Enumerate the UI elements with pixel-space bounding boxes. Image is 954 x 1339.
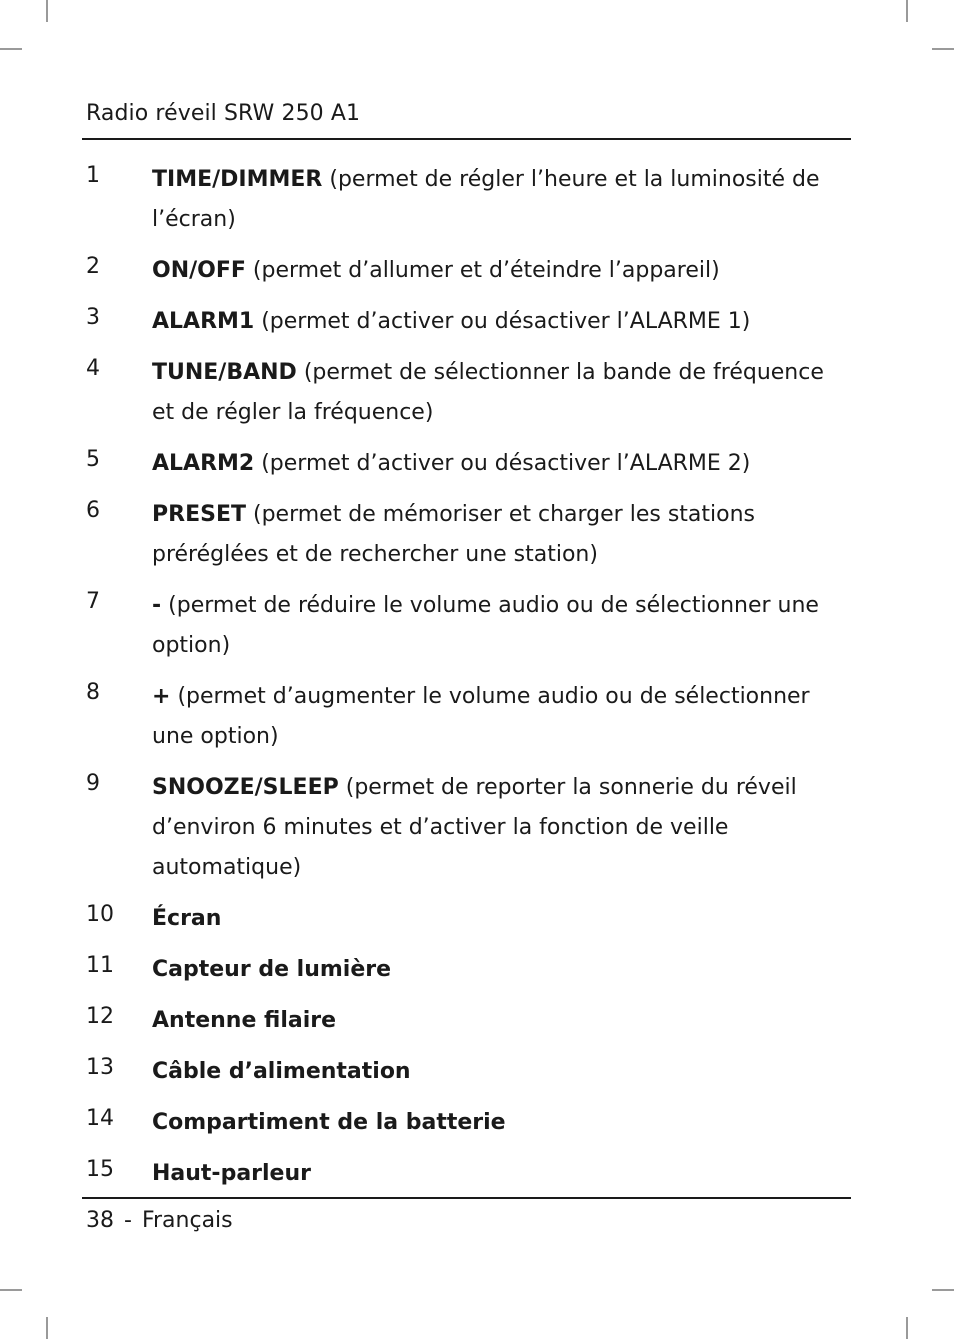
footer-language: Français <box>141 1208 233 1233</box>
crop-mark <box>46 1317 48 1339</box>
list-item <box>86 677 836 757</box>
item-term: Écran <box>152 906 222 931</box>
item-description: (permet d’activer ou désactiver l’ALARME 2) <box>261 451 751 476</box>
item-number: 9 <box>86 771 100 796</box>
item-term: + <box>152 684 171 709</box>
item-term: Câble d’alimentation <box>152 1059 411 1084</box>
item-description: (permet de réduire le volume audio ou de sélectionner une option) <box>152 593 819 658</box>
crop-mark <box>46 0 48 22</box>
crop-mark <box>0 48 22 50</box>
crop-mark <box>0 1289 22 1291</box>
item-term: Compartiment de la batterie <box>152 1110 506 1135</box>
crop-mark <box>906 0 908 22</box>
item-number: 12 <box>86 1004 114 1029</box>
item-term: ON/OFF <box>152 258 246 283</box>
list-item <box>86 495 836 575</box>
item-description: (permet d’activer ou désactiver l’ALARME 1) <box>261 309 751 334</box>
item-term: Haut-parleur <box>152 1161 311 1186</box>
crop-mark <box>906 1317 908 1339</box>
item-term: ALARM2 <box>152 451 255 476</box>
item-number: 15 <box>86 1157 114 1182</box>
header-rule <box>82 138 851 140</box>
item-description: (permet de sélectionner la bande de fréquence et de régler la fréquence) <box>152 360 824 425</box>
list-item <box>86 899 836 939</box>
crop-mark <box>932 48 954 50</box>
item-number: 11 <box>86 953 114 978</box>
item-term: - <box>152 593 162 618</box>
item-number: 8 <box>86 680 100 705</box>
item-term: Capteur de lumière <box>152 957 392 982</box>
item-term: TUNE/BAND <box>152 360 297 385</box>
item-description: (permet d’augmenter le volume audio ou de sélectionner une option) <box>152 684 810 749</box>
item-number: 6 <box>86 498 100 523</box>
footer-separator: - <box>124 1208 132 1233</box>
item-term: Antenne filaire <box>152 1008 337 1033</box>
list-item <box>86 1001 836 1041</box>
list-item <box>86 1154 836 1194</box>
item-description: (permet de reporter la sonnerie du réveil d’environ 6 minutes et d’activer la fonction de veille automatique) <box>152 775 797 880</box>
parts-list <box>86 160 836 1205</box>
item-description: (permet de régler l’heure et la luminosité de l’écran) <box>152 167 820 232</box>
item-term: ALARM1 <box>152 309 255 334</box>
item-description: (permet d’allumer et d’éteindre l’appareil) <box>252 258 720 283</box>
item-description: (permet de mémoriser et charger les stations préréglées et de rechercher une station) <box>152 502 755 567</box>
item-number: 13 <box>86 1055 114 1080</box>
list-item <box>86 160 836 240</box>
crop-mark <box>932 1289 954 1291</box>
item-number: 7 <box>86 589 100 614</box>
list-item <box>86 353 836 433</box>
page-number: 38 <box>86 1208 114 1233</box>
item-number: 2 <box>86 254 100 279</box>
item-number: 4 <box>86 356 100 381</box>
list-item <box>86 1103 836 1143</box>
list-item <box>86 444 836 484</box>
running-header: Radio réveil SRW 250 A1 <box>86 101 361 126</box>
list-item <box>86 950 836 990</box>
list-item <box>86 302 836 342</box>
item-number: 14 <box>86 1106 114 1131</box>
item-number: 5 <box>86 447 100 472</box>
item-number: 10 <box>86 902 114 927</box>
page-footer <box>86 1206 233 1236</box>
list-item <box>86 1052 836 1092</box>
item-term: SNOOZE/SLEEP <box>152 775 339 800</box>
footer-rule <box>82 1197 851 1199</box>
list-item <box>86 768 836 888</box>
item-number: 3 <box>86 305 100 330</box>
item-number: 1 <box>86 163 100 188</box>
item-term: PRESET <box>152 502 246 527</box>
list-item <box>86 586 836 666</box>
list-item <box>86 251 836 291</box>
item-term: TIME/DIMMER <box>152 167 323 192</box>
